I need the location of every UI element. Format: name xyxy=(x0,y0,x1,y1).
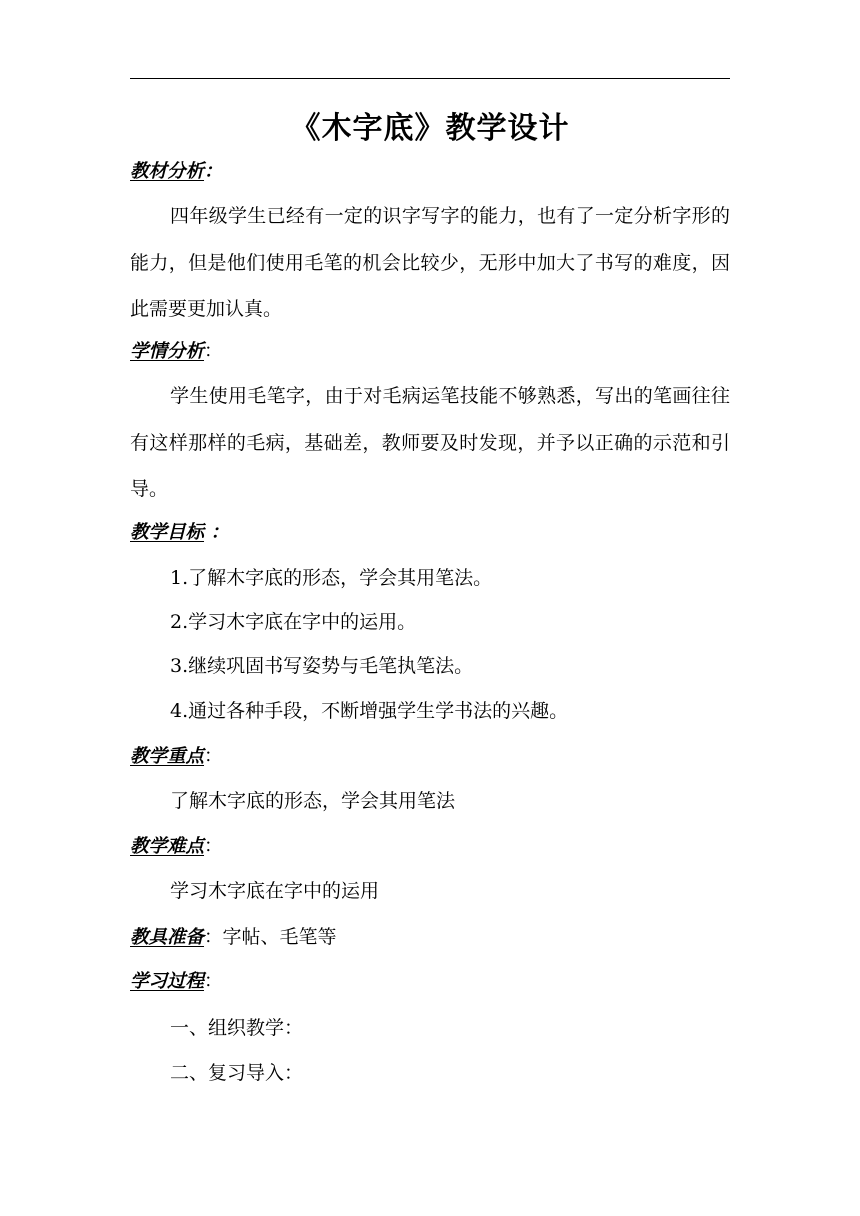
heading-difficulties-colon: ： xyxy=(204,836,223,857)
header-rule xyxy=(130,78,730,79)
objective-item: 3.继续巩固书写姿势与毛笔执笔法。 xyxy=(170,655,474,677)
heading-objectives xyxy=(130,519,730,547)
difficulties-text: 学习木字底在字中的运用 xyxy=(170,880,380,902)
process-step: 二、复习导入： xyxy=(170,1062,304,1084)
heading-material-analysis-label: 教材分析 xyxy=(130,161,205,182)
material-analysis-paragraph: 四年级学生已经有一定的识字写字的能力，也有了一定分析字形的能力，但是他们使用毛笔的机会比较少，无形中加大了书写的难度，因此需要更加认真。 xyxy=(130,205,730,320)
heading-material-analysis-colon: ： xyxy=(204,161,223,182)
heading-difficulties-label: 教学难点 xyxy=(130,836,205,857)
heading-key-points-colon: ： xyxy=(204,746,223,767)
heading-student-analysis-colon: ： xyxy=(204,341,223,362)
objective-item: 1.了解木字底的形态，学会其用笔法。 xyxy=(170,567,493,589)
heading-objectives-label: 教学目标 xyxy=(130,522,205,543)
objective-item: 2.学习木字底在字中的运用。 xyxy=(170,611,417,633)
student-analysis-paragraph: 学生使用毛笔字，由于对毛病运笔技能不够熟悉，写出的笔画往往有这样那样的毛病，基础差，教师要及时发现，并予以正确的示范和引导。 xyxy=(130,385,730,500)
heading-process xyxy=(130,968,730,996)
key-points-text: 了解木字底的形态，学会其用笔法 xyxy=(170,790,456,812)
heading-materials-label: 教具准备 xyxy=(130,927,205,948)
document-title: 《木字底》教学设计 xyxy=(290,111,570,146)
heading-process-colon: ： xyxy=(204,971,223,992)
process-step: 一、组织教学： xyxy=(170,1017,304,1039)
heading-materials xyxy=(130,923,730,952)
heading-difficulties xyxy=(130,833,730,861)
heading-key-points xyxy=(130,743,730,771)
heading-objectives-colon: ： xyxy=(204,522,229,543)
materials-text: 字帖、毛笔等 xyxy=(222,926,337,948)
objective-item: 4.通过各种手段，不断增强学生学书法的兴趣。 xyxy=(170,700,569,722)
heading-student-analysis xyxy=(130,338,730,366)
heading-key-points-label: 教学重点 xyxy=(130,746,205,767)
heading-process-label: 学习过程 xyxy=(130,971,205,992)
heading-materials-colon: ： xyxy=(204,927,223,948)
heading-material-analysis xyxy=(130,158,730,186)
heading-student-analysis-label: 学情分析 xyxy=(130,341,205,362)
